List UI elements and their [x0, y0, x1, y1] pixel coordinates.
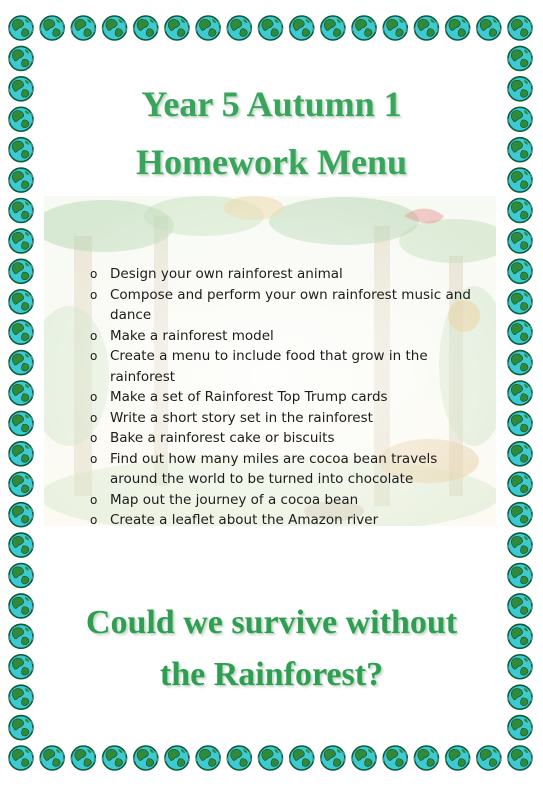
- globe-icon: [290, 746, 314, 770]
- globe-icon: [9, 533, 33, 557]
- globe-icon: [9, 472, 33, 496]
- globe-icon: [71, 746, 95, 770]
- globe-icon: [352, 16, 376, 40]
- globe-icon: [508, 746, 532, 770]
- globe-icon: [508, 503, 532, 527]
- globe-icon: [165, 746, 189, 770]
- globe-icon: [9, 746, 33, 770]
- globe-icon: [196, 746, 220, 770]
- globe-icon: [508, 46, 532, 70]
- globe-icon: [508, 320, 532, 344]
- globe-icon: [9, 381, 33, 405]
- globe-icon: [508, 564, 532, 588]
- globe-icon: [508, 411, 532, 435]
- globe-icon: [508, 199, 532, 223]
- globe-icon: [40, 16, 64, 40]
- question-line-2: the Rainforest?: [159, 656, 384, 693]
- list-item: o Create a leaflet about the Amazon river: [90, 510, 482, 531]
- globe-icon: [9, 199, 33, 223]
- list-item: o Find out how many miles are cocoa bean travels around the world to be turned into chocolate: [90, 449, 482, 490]
- globe-icon: [9, 229, 33, 253]
- globe-icon: [103, 16, 127, 40]
- globe-icon: [103, 746, 127, 770]
- globe-icon: [290, 16, 314, 40]
- globe-icon: [9, 716, 33, 740]
- globe-icon: [40, 746, 64, 770]
- list-item: o Create a menu to include food that grow in the rainforest: [90, 346, 482, 387]
- globe-icon: [477, 746, 501, 770]
- list-item: o Bake a rainforest cake or biscuits: [90, 428, 482, 449]
- globe-icon: [508, 16, 532, 40]
- list-item: o Write a short story set in the rainforest: [90, 408, 482, 429]
- globe-icon: [165, 16, 189, 40]
- globe-icon: [259, 16, 283, 40]
- globe-icon: [414, 16, 438, 40]
- globe-icon: [446, 746, 470, 770]
- globe-icon: [508, 716, 532, 740]
- globe-icon: [383, 746, 407, 770]
- globe-icon: [9, 16, 33, 40]
- globe-icon: [9, 564, 33, 588]
- globe-icon: [508, 229, 532, 253]
- globe-icon: [9, 259, 33, 283]
- globe-icon: [414, 746, 438, 770]
- globe-icon: [508, 381, 532, 405]
- globe-icon: [9, 411, 33, 435]
- globe-icon: [9, 320, 33, 344]
- globe-icon: [9, 442, 33, 466]
- globe-icon: [321, 746, 345, 770]
- globe-icon: [9, 351, 33, 375]
- question-line-1: Could we survive without: [85, 604, 458, 641]
- list-item: o Design your own rainforest animal: [90, 264, 482, 285]
- homework-menu-list: [90, 264, 482, 531]
- globe-icon: [321, 16, 345, 40]
- globe-icon: [134, 746, 158, 770]
- globe-icon: [9, 290, 33, 314]
- globe-icon: [9, 503, 33, 527]
- list-item: o Map out the journey of a cocoa bean: [90, 490, 482, 511]
- title-line-1: Year 5 Autumn 1: [141, 84, 402, 124]
- globe-icon: [71, 16, 95, 40]
- globe-icon: [134, 16, 158, 40]
- title-line-2: Homework Menu: [136, 142, 407, 182]
- list-item: o Make a set of Rainforest Top Trump cards: [90, 387, 482, 408]
- globe-icon: [446, 16, 470, 40]
- globe-icon: [227, 746, 251, 770]
- globe-icon: [508, 533, 532, 557]
- globe-icon: [383, 16, 407, 40]
- globe-icon: [227, 16, 251, 40]
- globe-icon: [9, 46, 33, 70]
- globe-icon: [259, 746, 283, 770]
- globe-icon: [508, 351, 532, 375]
- globe-icon: [508, 442, 532, 466]
- globe-icon: [508, 259, 532, 283]
- globe-icon: [508, 290, 532, 314]
- globe-icon: [508, 472, 532, 496]
- list-item: o Compose and perform your own rainforest music and dance: [90, 285, 482, 326]
- list-item: o Make a rainforest model: [90, 326, 482, 347]
- globe-icon: [196, 16, 220, 40]
- globe-icon: [477, 16, 501, 40]
- globe-icon: [352, 746, 376, 770]
